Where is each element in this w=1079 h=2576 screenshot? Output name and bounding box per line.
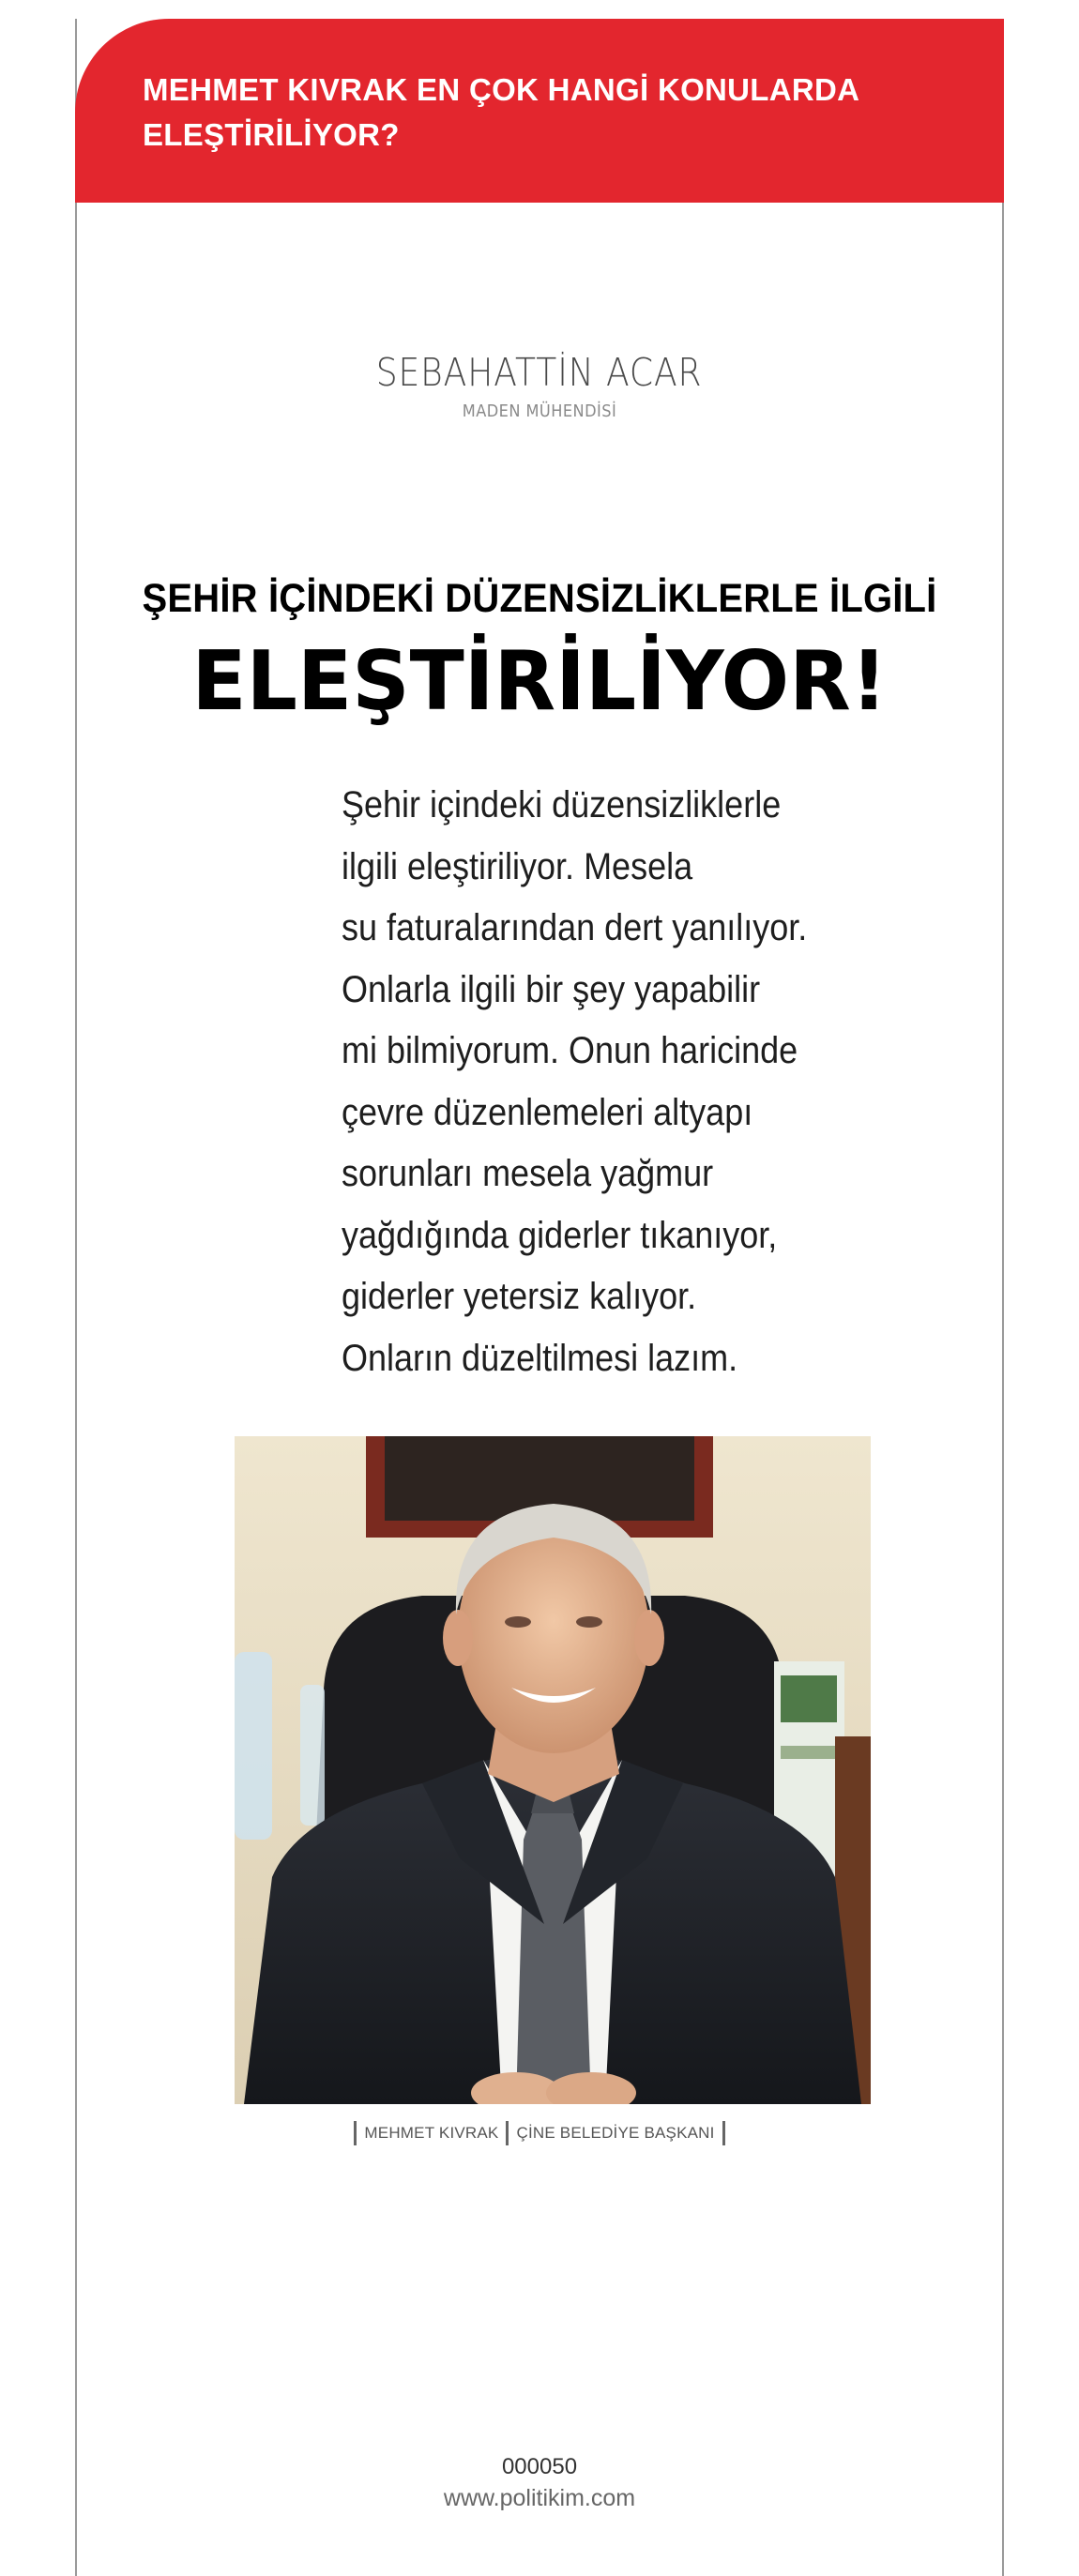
author-block	[0, 349, 1079, 421]
caption-divider	[506, 2121, 509, 2145]
portrait-photo	[235, 1436, 871, 2104]
caption-divider	[722, 2121, 725, 2145]
quote-text	[342, 775, 848, 1389]
author-role: MADEN MÜHENDİSİ	[462, 402, 617, 421]
quote-line: Onların düzeltilmesi lazım.	[342, 1337, 738, 1379]
quote-line: çevre düzenlemeleri altyapı	[342, 1091, 753, 1133]
footer	[0, 2452, 1079, 2514]
quote-line: mi bilmiyorum. Onun haricinde	[342, 1030, 798, 1071]
quote-line: giderler yetersiz kalıyor.	[342, 1276, 697, 1317]
caption-divider	[354, 2121, 357, 2145]
quote-line: sorunları mesela yağmur	[342, 1153, 714, 1194]
caption-title: ÇİNE BELEDİYE BAŞKANI	[516, 2124, 715, 2142]
headline-subtitle: ŞEHİR İÇİNDEKİ DÜZENSİZLİKLERLE İLGİLİ	[142, 576, 937, 621]
quote-line: su faturalarından dert yanılıyor.	[342, 907, 808, 948]
header-title: MEHMET KIVRAK EN ÇOK HANGİ KONULARDA ELEŞTİRİLİYOR?	[143, 72, 859, 152]
header-banner	[75, 19, 1004, 203]
headline-main: ELEŞTİRİLİYOR!	[191, 633, 888, 729]
website-link[interactable]: www.politikim.com	[443, 2485, 636, 2511]
photo-caption	[0, 2121, 1079, 2145]
quote-line: ilgili eleştiriliyor. Mesela	[342, 845, 693, 887]
quote-line: Onlarla ilgili bir şey yapabilir	[342, 968, 761, 1010]
author-name: SEBAHATTİN ACAR	[376, 350, 703, 395]
caption-name: MEHMET KIVRAK	[364, 2124, 499, 2142]
quote-line: yağdığında giderler tıkanıyor,	[342, 1214, 778, 1256]
page-number: 000050	[501, 2454, 578, 2479]
quote-line: Şehir içindeki düzensizliklerle	[342, 784, 782, 826]
